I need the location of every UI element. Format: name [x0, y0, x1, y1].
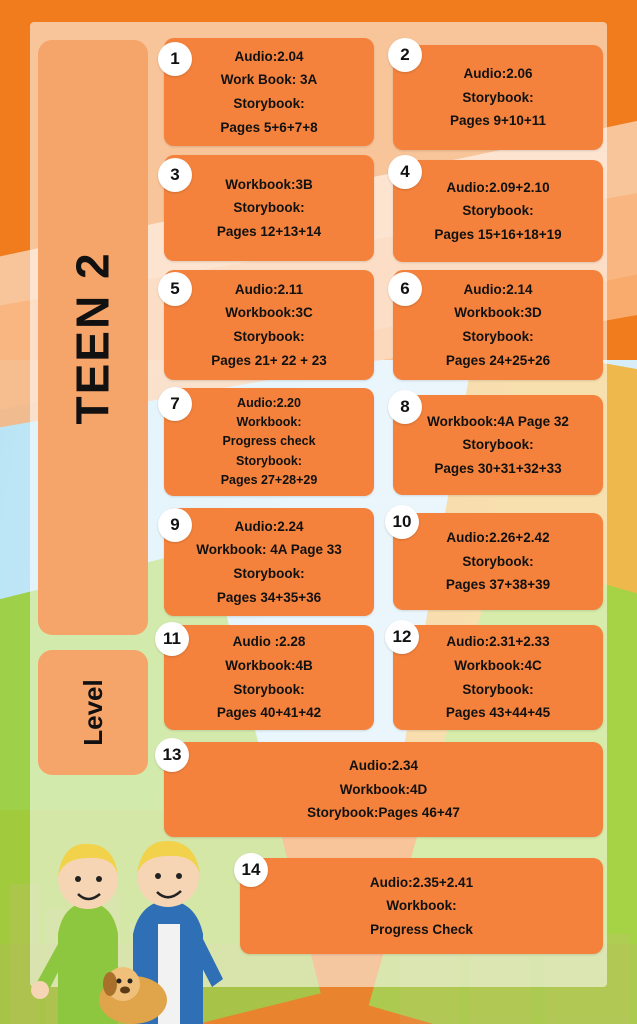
card-badge: 11 [155, 622, 189, 656]
card-badge: 7 [158, 387, 192, 421]
card-badge: 14 [234, 853, 268, 887]
card-line: Audio:2.26+2.42 [446, 530, 550, 546]
card-badge: 5 [158, 272, 192, 306]
card-line: Workbook: [236, 414, 302, 429]
card-line: Workbook:4B [225, 657, 313, 673]
card-line: Audio:2.31+2.33 [446, 634, 550, 650]
card-line: Audio:2.04 [234, 48, 304, 64]
card-line: Audio:2.11 [234, 281, 304, 297]
card-line: Storybook:Pages 46+47 [307, 805, 460, 821]
week-card-13[interactable] [164, 742, 603, 837]
week-card-7[interactable] [164, 388, 374, 496]
week-card-5[interactable] [164, 270, 374, 380]
card-line: Storybook: [462, 329, 534, 344]
level-badge-text: Level [77, 679, 108, 746]
week-card-14[interactable] [240, 858, 603, 954]
card-line: Storybook: [236, 453, 302, 468]
card-line: Workbook:3D [454, 305, 542, 321]
card-line: Progress Check [370, 921, 473, 937]
card-line: Pages 24+25+26 [445, 352, 551, 368]
card-badge: 6 [388, 272, 422, 306]
card-badge: 13 [155, 738, 189, 772]
week-card-10[interactable] [393, 513, 603, 610]
week-card-4[interactable] [393, 160, 603, 262]
card-line: Audio:2.09+2.10 [446, 179, 550, 195]
card-badge: 8 [388, 390, 422, 424]
card-line: Storybook: [462, 437, 534, 453]
card-line: Workbook: 4A Page 33 [196, 542, 342, 558]
card-badge: 12 [385, 620, 419, 654]
card-line: Workbook:4D [339, 781, 428, 797]
card-badge: 4 [388, 155, 422, 189]
card-line: Storybook: [233, 96, 305, 111]
week-card-12[interactable] [393, 625, 603, 730]
card-line: Workbook:4A Page 32 [427, 413, 569, 429]
card-line: Pages 34+35+36 [216, 589, 322, 605]
card-line: Workbook:3B [225, 176, 313, 192]
week-card-3[interactable] [164, 155, 374, 261]
card-badge: 10 [385, 505, 419, 539]
card-line: Pages 15+16+18+19 [434, 226, 562, 242]
card-line: Storybook: [462, 553, 534, 569]
week-card-1[interactable] [164, 38, 374, 146]
card-line: Audio:2.24 [234, 518, 304, 534]
card-line: Audio:2.20 [237, 395, 301, 410]
card-line: Pages 12+13+14 [216, 223, 322, 239]
card-line: Audio:2.14 [463, 281, 533, 297]
card-line: Audio :2.28 [232, 634, 306, 650]
card-line: Pages 43+44+45 [445, 705, 551, 721]
week-card-2[interactable] [393, 45, 603, 150]
card-line: Workbook: [386, 898, 457, 914]
card-line: Storybook: [462, 681, 534, 697]
week-card-6[interactable] [393, 270, 603, 380]
card-line: Pages 30+31+32+33 [434, 460, 562, 476]
card-line: Pages 21+ 22 + 23 [211, 352, 327, 368]
card-badge: 3 [158, 158, 192, 192]
card-line: Storybook: [233, 681, 305, 697]
card-line: Pages 5+6+7+8 [220, 119, 318, 135]
card-line: Audio:2.06 [463, 66, 533, 82]
card-line: Progress check [222, 434, 316, 449]
card-line: Workbook:4C [454, 657, 542, 673]
card-line: Pages 37+38+39 [445, 577, 551, 593]
card-line: Pages 40+41+42 [216, 705, 322, 721]
card-line: Pages 9+10+11 [449, 113, 547, 129]
card-badge: 2 [388, 38, 422, 72]
poster-title-text: TEEN 2 [67, 250, 120, 425]
card-line: Storybook: [233, 200, 305, 216]
card-line: Audio:2.34 [348, 758, 418, 774]
card-line: Work Book: 3A [220, 72, 318, 88]
card-line: Storybook: [233, 329, 305, 344]
card-badge: 1 [158, 42, 192, 76]
week-card-9[interactable] [164, 508, 374, 616]
card-line: Storybook: [462, 89, 534, 105]
card-line: Storybook: [233, 566, 305, 581]
card-badge: 9 [158, 508, 192, 542]
card-line: Workbook:3C [225, 305, 313, 321]
week-card-8[interactable] [393, 395, 603, 495]
card-line: Storybook: [462, 203, 534, 219]
card-line: Pages 27+28+29 [220, 473, 318, 488]
card-line: Audio:2.35+2.41 [369, 874, 474, 890]
week-card-11[interactable] [164, 625, 374, 730]
